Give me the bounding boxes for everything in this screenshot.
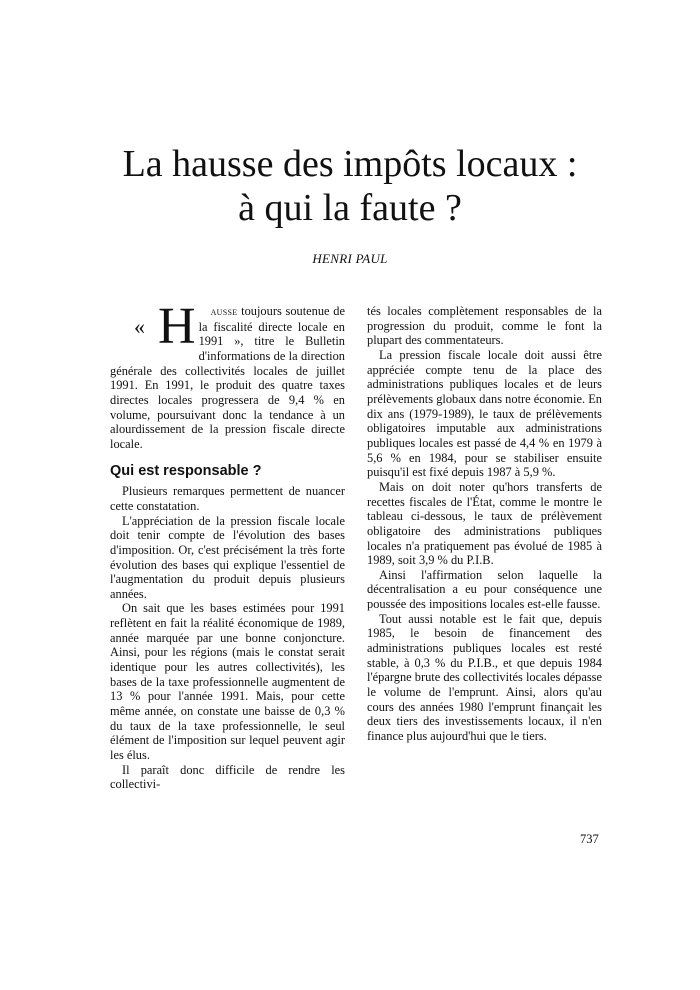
body-paragraph: Tout aussi notable est le fait que, depuis 1985, le besoin de financement des administrations publiques locales est resté stable, à 0,3 % du P.I.B., et que depuis 1984 l'épargne brute des collectivités locales dépasse le volume de l'emprunt. Ainsi, alors qu'au cours des années 1980 l'emprunt finançait les deux tiers des investissements locaux, il n'en finance plus aujourd'hui que le tiers. — [367, 611, 602, 744]
opening-quote-mark: « — [134, 314, 145, 339]
author-name: HENRI PAUL — [312, 251, 388, 266]
body-paragraph: Ainsi l'affirmation selon laquelle la décentralisation a eu pour conséquence une poussée des impositions locales est-elle fausse. — [367, 567, 602, 612]
body-paragraph: Mais on doit noter qu'hors transferts de recettes fiscales de l'État, comme le montre le tableau ci-dessous, le taux de prélèvement obligatoire des administrations publiques locales n'a pratiquement pas évolué de 1985 à 1989, soit 3,9 % du P.I.B. — [367, 479, 602, 568]
intro-paragraph — [110, 298, 345, 452]
body-paragraph: La pression fiscale locale doit aussi être appréciée compte tenu de la place des administrations publiques locales et de leurs prélèvements globaux dans notre économie. En dix ans (1979-1989), le taux de prélèvements obligatoires imputable aux administrations publiques locales est passé de 4,4 % en 1979 à 5,6 % en 1984, pour se stabiliser ensuite puisqu'il est fixé depuis 1987 à 5,9 %. — [367, 347, 602, 480]
body-paragraph: On sait que les bases estimées pour 1991 reflètent en fait la réalité économique de 1989, année marquée par une bonne conjoncture. Ainsi, pour les régions (mais le constat serait identique pour les autres collectivités), les bases de la taxe professionnelle augmentent de 13 % pour l'année 1991. Mais, pour cette même année, on constate une baisse de 0,3 % du taux de la taxe professionnelle, le seul élément de l'imposition sur lequel peuvent agir les élus. — [110, 601, 345, 763]
body-paragraph: L'appréciation de la pression fiscale locale doit tenir compte de l'évolution des bases d'imposition. Or, c'est précisément la très forte évolution des bases qui explique l'essentiel de l'augmentation du produit depuis plusieurs années. — [110, 513, 345, 601]
left-column — [110, 298, 345, 792]
drop-cap-block — [110, 298, 196, 355]
article-title-line-1: La hausse des impôts locaux : — [122, 143, 578, 185]
drop-cap-letter: H — [158, 298, 196, 355]
body-paragraph: Il paraît donc difficile de rendre les collectivi- — [110, 762, 345, 792]
intro-small-caps: ausse — [210, 306, 238, 318]
right-column — [367, 304, 602, 744]
section-heading: Qui est responsable ? — [110, 462, 262, 479]
page-number: 737 — [580, 832, 599, 846]
intro-text: toujours soutenue de la fiscalité directe locale en 1991 », titre le Bulletin d'informations de la direction générale des collectivités locales de juillet 1991. En 1991, le produit des quatre taxes directes locales progressera de 9,4 % en volume, poursuivant donc la tendance à un alourdissement de la pression fiscale directe locale. — [110, 304, 345, 451]
body-paragraph: tés locales complètement responsables de la progression du produit, comme le font la plupart des commentateurs. — [367, 304, 602, 348]
body-paragraph: Plusieurs remarques permettent de nuancer cette constatation. — [110, 484, 345, 513]
article-title-line-2: à qui la faute ? — [238, 187, 462, 229]
